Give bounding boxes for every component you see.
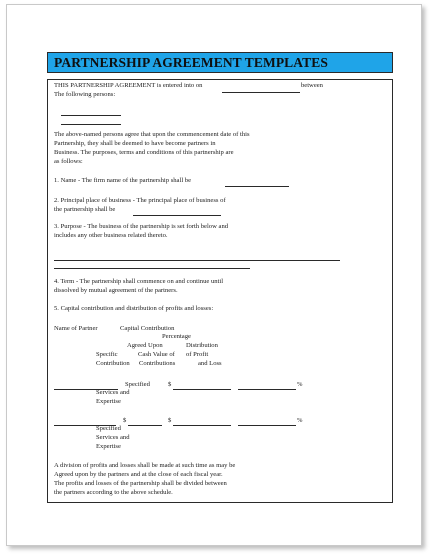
col-header: Contributions	[139, 360, 176, 367]
closing-line: The profits and losses of the partnership shall be divided between	[54, 480, 227, 487]
percent-sign: %	[297, 381, 303, 388]
percent-blank-1	[238, 389, 296, 390]
dollar-sign: $	[123, 417, 127, 424]
percent-blank-2	[238, 425, 296, 426]
col-header: Distribution	[186, 342, 218, 349]
paragraph-line: Partnership, they shall be deemed to have become partners in	[54, 140, 216, 147]
cash-blank-1	[173, 389, 231, 390]
dollar-sign: $	[168, 417, 172, 424]
paragraph-line: Business. The purposes, terms and conditions of this partnership are	[54, 149, 234, 156]
paragraph-line: as follows:	[54, 158, 83, 165]
item-name: 1. Name - The firm name of the partnership shall be	[54, 177, 192, 184]
paragraph-line: The above-named persons agree that upon the commencement date of this	[54, 131, 250, 138]
place-blank	[133, 215, 221, 216]
row-specified: Specified	[96, 425, 121, 432]
intro-between: between	[301, 82, 323, 89]
row-expertise: Expertise	[96, 443, 121, 450]
item-place: 2. Principal place of business - The principal place of business of	[54, 197, 226, 204]
item-capital: 5. Capital contribution and distribution of profits and losses:	[54, 305, 214, 312]
person-blank-1	[61, 115, 121, 116]
item-term: 4. Term - The partnership shall commence on and continue until	[54, 278, 224, 285]
item-place-cont: the partnership shall be	[54, 206, 116, 213]
col-header: Percentage	[162, 333, 191, 340]
document-page	[6, 4, 422, 546]
row-expertise: Expertise	[96, 398, 121, 405]
row-services: Services and	[96, 389, 130, 396]
document-title: PARTNERSHIP AGREEMENT TEMPLATES	[54, 55, 328, 70]
col-header: Contribution	[96, 360, 130, 367]
col-header: Capital Contribution	[120, 325, 175, 332]
cash-blank-2	[173, 425, 231, 426]
purpose-blank-1	[54, 260, 340, 261]
closing-line: the partners according to the above schedule.	[54, 489, 173, 496]
col-header: Agreed Upon	[127, 342, 163, 349]
row-specified: Specified	[125, 381, 150, 388]
agreement-body	[47, 79, 393, 503]
item-term-cont: dissolved by mutual agreement of the partners.	[54, 287, 178, 294]
item-purpose-cont: includes any other business related thereto.	[54, 232, 168, 239]
purpose-blank-2	[54, 268, 250, 269]
col-header: Name of Partner	[54, 325, 98, 332]
firm-name-blank	[225, 186, 289, 187]
intro-persons: The following persons:	[54, 91, 116, 98]
date-blank	[222, 92, 300, 93]
dollar-sign: $	[168, 381, 172, 388]
col-header: Specific	[96, 351, 118, 358]
title-banner	[47, 52, 393, 73]
closing-line: Agreed upon by the partners and at the close of each fiscal year.	[54, 471, 223, 478]
intro-line: THIS PARTNERSHIP AGREEMENT is entered into on	[54, 82, 203, 89]
percent-sign: %	[297, 417, 303, 424]
item-purpose: 3. Purpose - The business of the partnership is set forth below and	[54, 223, 229, 230]
row-services: Services and	[96, 434, 130, 441]
closing-line: A division of profits and losses shall be made at such time as may be	[54, 462, 236, 469]
col-header: Cash Value of	[138, 351, 175, 358]
person-blank-2	[61, 124, 121, 125]
col-header: of Profit	[186, 351, 209, 358]
specific-blank-2	[128, 425, 162, 426]
col-header: and Loss	[198, 360, 222, 367]
